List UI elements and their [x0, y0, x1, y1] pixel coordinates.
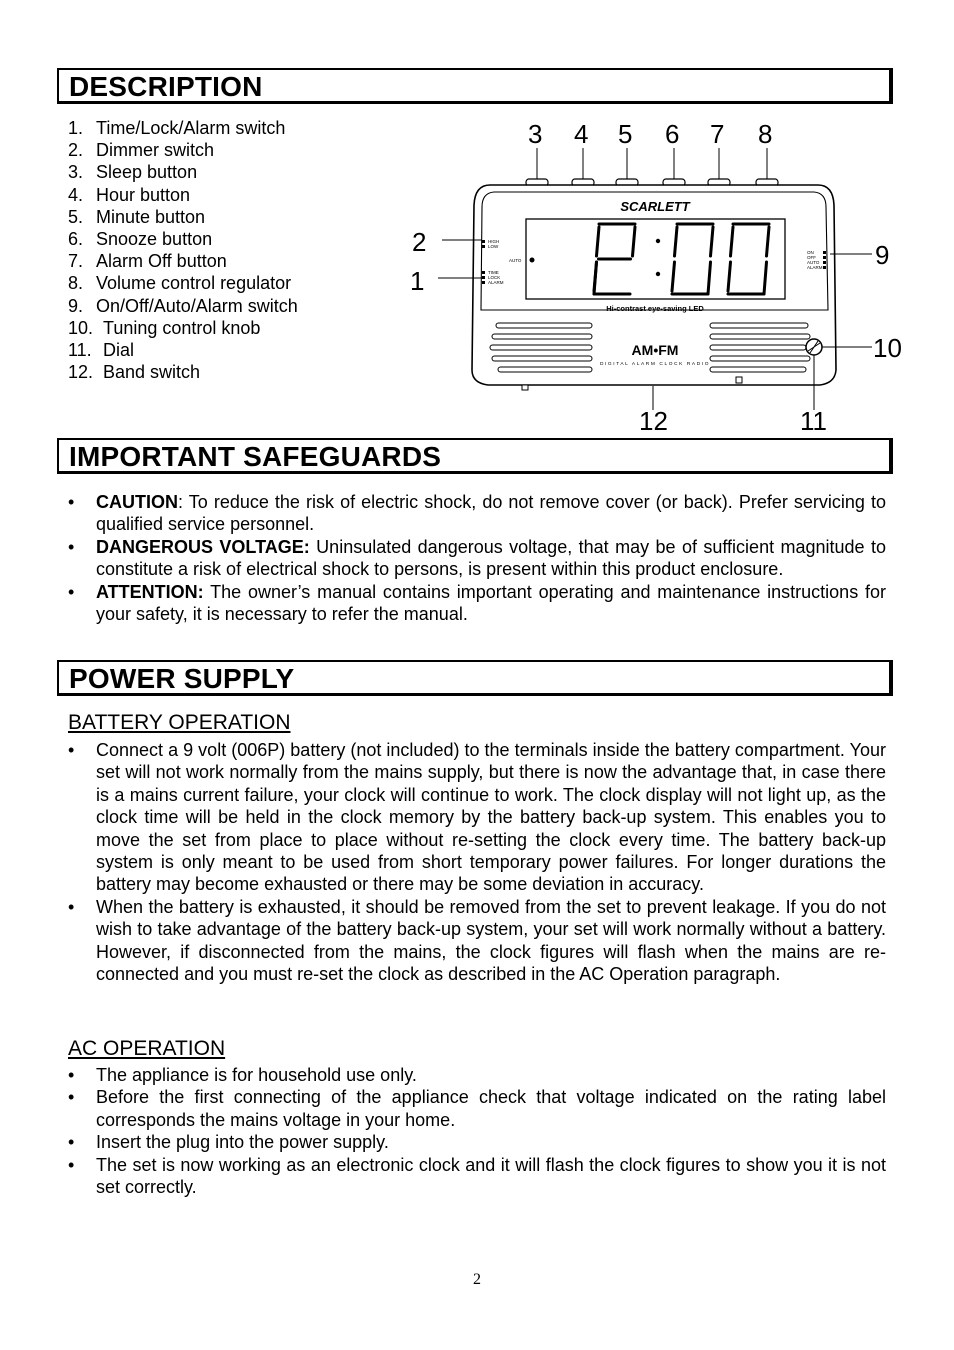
svg-text:TIME: TIME [488, 270, 499, 275]
svg-text:ALARM: ALARM [807, 265, 823, 270]
list-item: 2. Dimmer switch [68, 140, 215, 161]
list-item: 1. Time/Lock/Alarm switch [68, 118, 286, 138]
callout-8: 8 [758, 119, 773, 149]
callout-10: 10 [873, 333, 902, 363]
callout-5: 5 [618, 119, 633, 149]
ac-operation-subheading: AC OPERATION [68, 1037, 226, 1060]
led-caption: Hi-contrast eye-saving LED [606, 304, 704, 313]
list-item: 3. Sleep button [68, 162, 198, 183]
list-item: • When the battery is exhausted, it should be removed from the set to prevent leakage. If you do not wish to take advantage of the battery back-up system, your set will work normally without a battery. However, if disconnected from the mains, the clock figures will flash when the mains are re-connected and you must re-set the clock as described in the AC Operation paragraph. [68, 896, 886, 985]
description-heading: DESCRIPTION [57, 68, 893, 104]
list-item: 7. Alarm Off button [68, 251, 227, 272]
list-item: 6. Snooze button [68, 228, 213, 249]
list-item: • The appliance is for household use only. [68, 1065, 417, 1085]
list-item: • Connect a 9 volt (006P) battery (not included) to the terminals inside the battery compartment. Your set will not work normally from the mains supply, but there is now the advantage that, in case there is a mains current failure, your clock will continue to work. The clock display will not light up, as the clock time will be held in the clock memory by the battery back-up system. This enables you to move the set from place to place without re-setting the clock every time. The battery back-up system is only meant to be used from short temporary power failures. For longer durations the battery may become exhausted or there may be some deviation in accuracy. [68, 740, 886, 895]
auto-indicator [530, 258, 535, 263]
callout-11: 11 [800, 406, 827, 435]
list-item: • ATTENTION: The owner’s manual contains important operating and maintenance instructions for your safety, it is necessary to refer the manual. [68, 581, 886, 625]
list-item: 10. Tuning control knob [68, 317, 261, 338]
radio-caption: DIGITAL ALARM CLOCK RADIO [599, 362, 711, 367]
list-item: • DANGEROUS VOLTAGE: Uninsulated dangerous voltage, that may be of sufficient magnitude to constitute a risk of electrical shock to persons, is present within this product enclosure. [68, 536, 886, 580]
list-item: 9. On/Off/Auto/Alarm switch [68, 295, 298, 316]
callout-3: 3 [528, 119, 543, 149]
svg-text:ON: ON [807, 250, 814, 255]
colon-dot [656, 239, 660, 243]
safeguards-list [68, 491, 886, 625]
list-item: • The set is now working as an electronic clock and it will flash the clock figures to show you it is not set correctly. [68, 1154, 886, 1198]
battery-list [68, 739, 886, 985]
svg-text:AUTO: AUTO [807, 260, 820, 265]
svg-text:ALARM: ALARM [488, 280, 504, 285]
svg-text:LOCK: LOCK [488, 275, 501, 280]
description-list [68, 117, 398, 383]
callout-9: 9 [875, 240, 890, 270]
page-number: 2 [473, 1271, 481, 1288]
svg-text:HIGH: HIGH [488, 239, 500, 244]
auto-indicator-label: AUTO [509, 258, 522, 263]
list-item: 4. Hour button [68, 184, 191, 205]
power-supply-heading: POWER SUPPLY [57, 660, 893, 696]
svg-text:OFF: OFF [807, 255, 816, 260]
band-label: AM•FM [631, 342, 679, 358]
list-item: • Before the first connecting of the appliance check that voltage indicated on the rating label corresponds the mains voltage in your home. [68, 1087, 886, 1130]
callout-7: 7 [710, 119, 725, 149]
list-item: • CAUTION: To reduce the risk of electric shock, do not remove cover (or back). Prefer servicing to qualified service personnel. [68, 492, 886, 535]
list-item: 8. Volume control regulator [68, 273, 292, 294]
callout-6: 6 [665, 119, 680, 149]
callout-12: 12 [639, 406, 668, 435]
safeguards-heading: IMPORTANT SAFEGUARDS [57, 438, 893, 474]
colon-dot [656, 272, 660, 276]
callout-4: 4 [574, 119, 589, 149]
list-item: • Insert the plug into the power supply. [68, 1132, 389, 1153]
list-item: 11. Dial [68, 339, 135, 360]
callout-1: 1 [410, 266, 425, 296]
list-item: 5. Minute button [68, 206, 206, 227]
callout-2: 2 [412, 227, 427, 257]
list-item: 12. Band switch [68, 362, 201, 383]
ac-list [68, 1064, 886, 1198]
battery-operation-subheading: BATTERY OPERATION [68, 711, 291, 734]
brand-label: SCARLETT [620, 199, 690, 214]
svg-text:LOW: LOW [488, 244, 499, 249]
clock-radio-diagram [410, 115, 905, 435]
